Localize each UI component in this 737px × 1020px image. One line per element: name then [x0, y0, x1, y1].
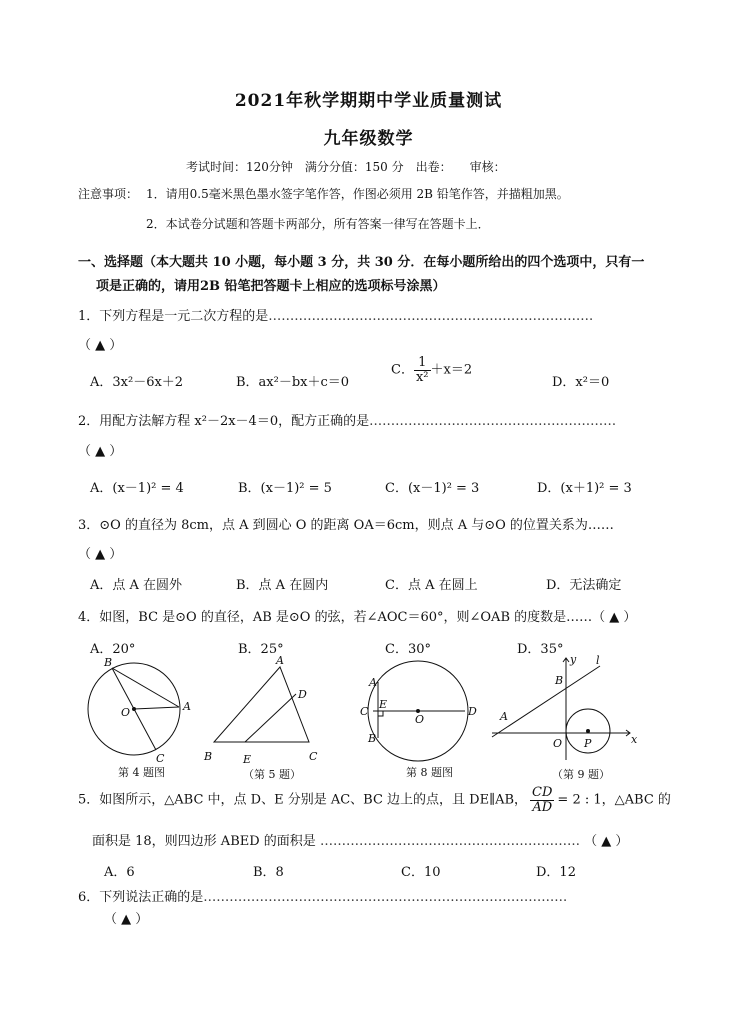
section-heading-line2: 项是正确的，请用2B 铅笔把答题卡上相应的选项标号涂黑）	[96, 279, 446, 294]
fig8-label-c: C	[360, 705, 369, 718]
notes-label: 注意事项：	[78, 187, 139, 201]
figure-4	[88, 663, 180, 755]
fig4-label-b: B	[104, 656, 113, 669]
q2-option-c: C．(x－1)² = 3	[385, 481, 480, 496]
fig4-label-o: O	[121, 706, 131, 719]
fig5-caption: （第 5 题）	[243, 768, 301, 781]
q5-dots: ……………………………………………………	[319, 834, 580, 849]
q5-stem	[78, 786, 671, 814]
q5-option-c: C．10	[401, 865, 441, 880]
q1-option-c-rest: ＋x＝2	[430, 362, 473, 378]
q5-answer-mark: （ ▲ ）	[584, 834, 629, 849]
fig4-radius-oa	[134, 707, 179, 709]
figure-8	[368, 661, 468, 761]
fig5-label-e: E	[243, 753, 252, 766]
fig9-label-b: B	[555, 674, 564, 687]
q1-stem	[78, 305, 593, 324]
fig9-label-l: l	[596, 654, 600, 667]
q1-option-c-fraction	[414, 356, 431, 384]
q3-option-b: B．点 A 在圆内	[236, 578, 329, 593]
q5-frac-denominator: AD	[532, 799, 553, 815]
fig9-center-p	[587, 730, 590, 733]
fig8-label-o: O	[415, 713, 425, 726]
fig9-label-x: x	[631, 733, 638, 746]
fig5-label-b: B	[204, 750, 213, 763]
fig9-label-y: y	[570, 653, 577, 666]
q5-option-b: B．8	[253, 865, 284, 880]
q3-option-a: A．点 A 在圆外	[90, 578, 183, 593]
q4-stem: 4．如图，BC 是⊙O 的直径，AB 是⊙O 的弦，若∠AOC＝60°，则∠OAB 的度数是……（ ▲ ）	[78, 610, 637, 625]
q5-option-a: A．6	[104, 865, 135, 880]
section-heading-line1: 一、选择题（本大题共 10 小题，每小题 3 分，共 30 分．在每小题所给出的四个选项中，只有一	[78, 255, 645, 270]
fig4-label-c: C	[156, 752, 165, 765]
figure-5	[214, 667, 309, 742]
q1-dots: …………………………………………………………………	[268, 309, 594, 324]
exam-title: 2021年秋学期期中学业质量测试	[234, 91, 503, 111]
q6-stem-text: 6．下列说法正确的是	[78, 890, 204, 905]
fig8-label-a: A	[369, 676, 377, 689]
q3-option-d: D．无法确定	[546, 578, 622, 593]
fig8-label-e: E	[379, 698, 388, 711]
q4-option-c: C．30°	[385, 642, 431, 657]
fig9-label-p: P	[584, 737, 592, 750]
q2-answer-mark: （ ▲ ）	[78, 444, 123, 459]
q6-dots: …………………………………………………………………………	[203, 890, 568, 905]
q3-stem: 3．⊙O 的直径为 8cm，点 A 到圆心 O 的距离 OA＝6cm，则点 A 与⊙O 的位置关系为……	[78, 518, 614, 533]
q5-fraction	[530, 786, 554, 814]
q1-stem-text: 1．下列方程是一元二次方程的是	[78, 309, 269, 324]
figures-row	[0, 650, 737, 790]
q1-option-b: B．ax²－bx＋c＝0	[236, 375, 350, 390]
q2-dots: …………………………………………………	[369, 414, 617, 429]
exam-subtitle: 九年级数学	[323, 129, 414, 149]
fig9-caption: （第 9 题）	[552, 768, 610, 781]
exam-info: 考试时间：120分钟 满分分值：150 分 出卷： 审核：	[186, 160, 506, 174]
q2-option-b: B．(x－1)² = 5	[238, 481, 332, 496]
note-2: 2．本试卷分试题和答题卡两部分，所有答案一律写在答题卡上．	[146, 217, 490, 231]
q2-option-d: D．(x＋1)² = 3	[537, 481, 632, 496]
q3-answer-mark: （ ▲ ）	[78, 547, 123, 562]
fig4-caption: 第 4 题图	[118, 766, 165, 779]
q5-line2	[92, 830, 628, 849]
q1-option-c	[391, 356, 472, 384]
fig5-label-a: A	[276, 654, 284, 667]
q6-stem	[78, 886, 567, 905]
fig8-right-angle-mark	[378, 711, 383, 716]
q4-option-d: D．35°	[517, 642, 564, 657]
q1-answer-mark: （ ▲ ）	[78, 338, 123, 353]
fig9-line-l	[492, 666, 600, 737]
q5-line2-text: 面积是 18，则四边形 ABED 的面积是	[92, 834, 316, 849]
q1-option-c-label: C．	[391, 362, 414, 378]
fig8-label-d: D	[468, 705, 477, 718]
fig5-label-c: C	[309, 750, 318, 763]
fig8-caption: 第 8 题图	[406, 766, 453, 779]
q4-option-b: B．25°	[238, 642, 284, 657]
q1-c-denominator: x²	[415, 369, 429, 385]
q6-answer-mark: （ ▲ ）	[104, 912, 149, 927]
fig8-label-b: B	[368, 732, 377, 745]
fig5-segment-de	[245, 694, 296, 742]
fig5-triangle-abc	[214, 667, 309, 742]
fig4-label-a: A	[183, 700, 191, 713]
fig5-label-d: D	[298, 688, 307, 701]
fig4-center-dot	[133, 708, 136, 711]
q1-option-a: A．3x²－6x＋2	[90, 375, 184, 390]
q5-stem-b: = 2 : 1，△ABC 的	[557, 792, 671, 808]
q5-frac-numerator: CD	[532, 785, 553, 800]
q2-stem-text: 2．用配方法解方程 x²－2x－4＝0，配方正确的是	[78, 414, 370, 429]
q4-option-a: A．20°	[90, 642, 136, 657]
q5-option-d: D．12	[536, 865, 576, 880]
q3-option-c: C．点 A 在圆上	[385, 578, 478, 593]
q5-stem-a: 5．如图所示，△ABC 中，点 D、E 分别是 AC、BC 边上的点，且 DE∥AB，	[78, 792, 528, 808]
fig9-label-o: O	[553, 737, 563, 750]
q2-stem	[78, 410, 616, 429]
fig9-label-a: A	[500, 710, 508, 723]
q1-c-numerator: 1	[414, 356, 431, 371]
q2-option-a: A．(x－1)² = 4	[90, 481, 184, 496]
q1-option-d: D．x²＝0	[552, 375, 610, 390]
note-1: 1．请用0.5毫米黑色墨水签字笔作答，作图必须用 2B 铅笔作答，并描粗加黑。	[146, 187, 569, 201]
